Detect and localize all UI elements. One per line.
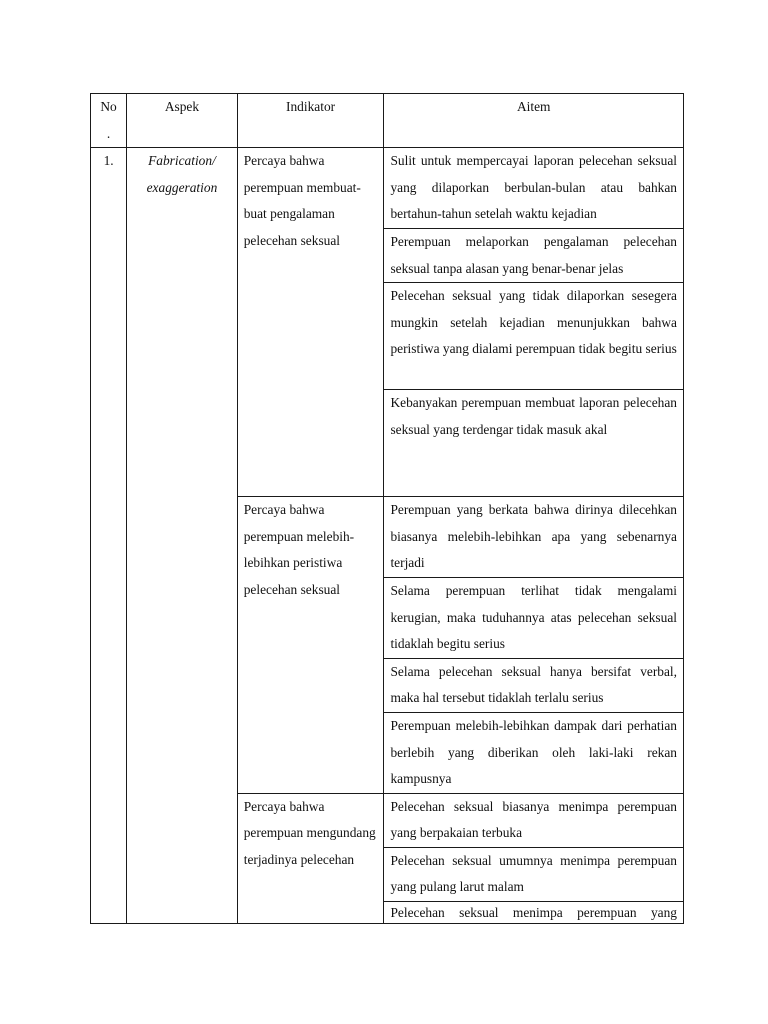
item-cell: Selama perempuan terlihat tidak mengalami kerugian, maka tuduhannya atas pelecehan seksual tidaklah begitu serius: [384, 577, 684, 658]
item-cell: Perempuan melaporkan pengalaman pelecehan seksual tanpa alasan yang benar-benar jelas: [384, 228, 684, 282]
table-row: [91, 148, 684, 229]
row-number: 1.: [91, 148, 127, 924]
header-no-suffix: .: [106, 125, 111, 141]
indicator-cell: Percaya bahwa perempuan melebih-lebihkan peristiwa pelecehan seksual: [237, 497, 384, 794]
header-aitem: Aitem: [384, 94, 684, 148]
item-cell: Sulit untuk mempercayai laporan pelecehan seksual yang dilaporkan berbulan-bulan atau bahkan bertahun-tahun setelah waktu kejadian: [384, 148, 684, 229]
table-header-row: [91, 94, 684, 148]
item-cell: Pelecehan seksual yang tidak dilaporkan sesegera mungkin setelah kejadian menunjukkan bahwa peristiwa yang dialami perempuan tidak begitu serius: [384, 283, 684, 390]
header-no-label: No: [100, 99, 117, 114]
aspect-line-2: exaggeration: [146, 179, 218, 195]
header-aspek: Aspek: [127, 94, 238, 148]
item-cell: Selama pelecehan seksual hanya bersifat verbal, maka hal tersebut tidaklah terlalu serius: [384, 658, 684, 712]
aspect-line-1: Fabrication/: [148, 153, 216, 169]
item-cell: Pelecehan seksual menimpa perempuan yang: [384, 902, 684, 924]
header-indikator: Indikator: [237, 94, 384, 148]
item-cell: Pelecehan seksual umumnya menimpa perempuan yang pulang larut malam: [384, 847, 684, 901]
indicator-cell: Percaya bahwa perempuan mengundang terjadinya pelecehan: [237, 793, 384, 923]
aspect-cell: [127, 148, 238, 924]
item-cell: Perempuan yang berkata bahwa dirinya dilecehkan biasanya melebih-lebihkan apa yang sebenarnya terjadi: [384, 497, 684, 578]
scale-table: [90, 93, 684, 924]
header-no: [91, 94, 127, 148]
indicator-cell: Percaya bahwa perempuan membuat-buat pengalaman pelecehan seksual: [237, 148, 384, 497]
item-cell: Perempuan melebih-lebihkan dampak dari perhatian berlebih yang diberikan oleh laki-laki rekan kampusnya: [384, 712, 684, 793]
item-cell: Kebanyakan perempuan membuat laporan pelecehan seksual yang terdengar tidak masuk akal: [384, 390, 684, 497]
item-cell: Pelecehan seksual biasanya menimpa perempuan yang berpakaian terbuka: [384, 793, 684, 847]
